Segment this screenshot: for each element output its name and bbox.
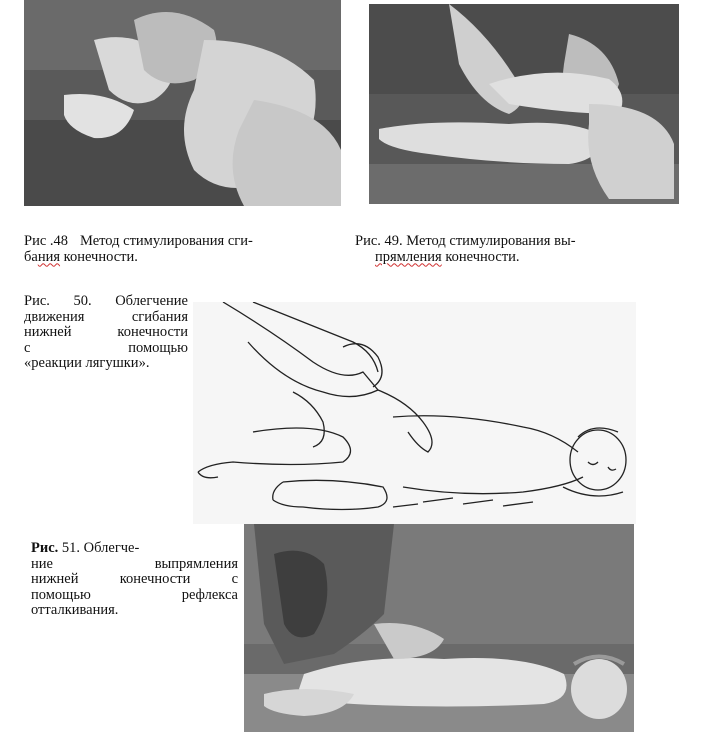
figure-51-caption-line1: 51. Облегче-: [58, 540, 140, 556]
figure-50-caption-line: [24, 341, 188, 357]
caption-word: рефлекса: [181, 586, 238, 603]
figure-51-label: Рис.: [31, 540, 59, 556]
figure-50-caption-last-line: «реакции лягушки».: [24, 355, 150, 371]
figure-49-caption-suffix: конечности.: [441, 248, 520, 265]
caption-word: Облегчение: [115, 293, 188, 309]
caption-word: с: [231, 571, 238, 587]
figure-49-caption-line1: Рис. 49. Метод стимулирования вы-: [355, 233, 576, 249]
figure-51-caption-line: [31, 588, 238, 604]
figure-48-caption-prefix: ба: [24, 248, 38, 265]
figure-48-photo: [24, 0, 341, 206]
figure-51-photo: [244, 524, 634, 732]
figure-49-photo: [369, 4, 679, 204]
caption-word: ние: [31, 555, 53, 572]
figure-50-caption-line: [24, 325, 188, 341]
figure-51-caption-line: [31, 557, 238, 573]
caption-word: движения: [24, 308, 85, 325]
figure-48-caption: [24, 234, 344, 265]
figure-51-caption-last-line: отталкивания.: [31, 602, 119, 618]
caption-word: с: [24, 339, 31, 356]
figure-49-caption: [355, 234, 685, 265]
caption-word: 50.: [73, 293, 92, 309]
caption-word: выпрямления: [154, 555, 238, 572]
figure-48-caption-line1: Метод стимулирования сги-: [80, 233, 253, 249]
caption-word: нижней: [24, 324, 72, 340]
figure-48-caption-underlined: ния: [37, 248, 61, 265]
caption-word: сгибания: [131, 308, 188, 325]
figure-50-caption-line: [24, 294, 188, 310]
figure-51-caption: [31, 541, 238, 619]
caption-word: помощью: [128, 339, 188, 356]
figure-50-caption: [24, 294, 188, 372]
figure-48-caption-suffix: конечности.: [60, 248, 138, 265]
caption-word: конечности: [119, 571, 191, 587]
caption-word: нижней: [31, 571, 79, 587]
figure-50-drawing: [193, 302, 636, 524]
figure-50-caption-line: [24, 310, 188, 326]
figure-48-number: Рис .48: [24, 233, 69, 249]
caption-word: конечности: [117, 324, 188, 340]
figure-49-caption-underlined: прямления: [375, 248, 442, 265]
figure-51-caption-line: [31, 572, 238, 588]
caption-word: помощью: [31, 586, 91, 603]
caption-word: Рис.: [24, 293, 50, 309]
